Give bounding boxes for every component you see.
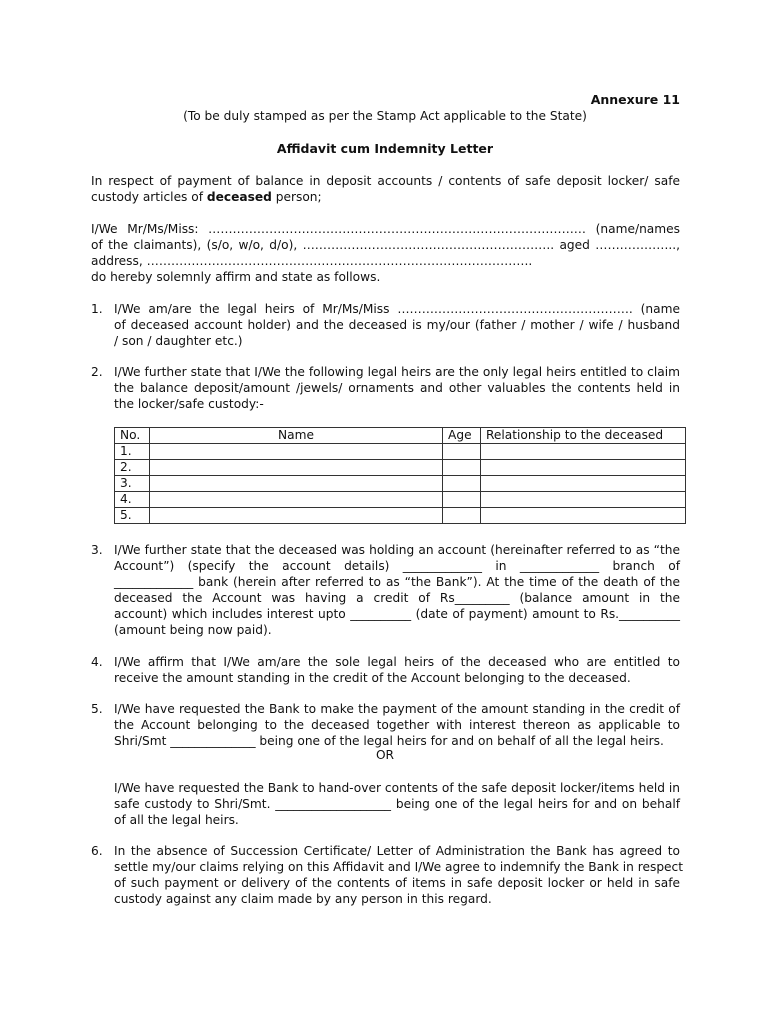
para4-line-1: I/We affirm that I/We am/are the sole legal heirs of the deceased who are entitled to [114, 655, 680, 669]
intro-line-1: In respect of payment of balance in deposit accounts / contents of safe deposit locker/ safe [91, 174, 680, 188]
table-header-row [115, 428, 686, 444]
claimants-line-1: I/We Mr/Ms/Miss: ………………………………………………………………………………… (name/names [91, 222, 680, 236]
deceased-bold: deceased [206, 190, 272, 204]
para1-number: 1. [91, 302, 103, 316]
header-relationship: Relationship to the deceased [481, 428, 686, 444]
para2-number: 2. [91, 365, 103, 379]
claimants-line-4: do hereby solemnly affirm and state as follows. [91, 270, 381, 284]
table-row [115, 492, 686, 508]
para3-line-2: Account”) (specify the account details) _____________ in _____________ branch of [114, 559, 680, 573]
age-cell[interactable] [443, 476, 481, 492]
para6-number: 6. [91, 844, 103, 858]
age-cell[interactable] [443, 508, 481, 524]
row-number: 3. [115, 476, 150, 492]
age-cell[interactable] [443, 492, 481, 508]
age-cell[interactable] [443, 460, 481, 476]
para3-line-3: _____________ bank (herein after referred to as “the Bank”). At the time of the death of the [114, 575, 680, 589]
document-title: Affidavit cum Indemnity Letter [276, 141, 494, 156]
relationship-cell[interactable] [481, 460, 686, 476]
legal-heirs-table [114, 427, 686, 524]
para2-line-3: the locker/safe custody:- [114, 397, 264, 411]
para5-alt-line-2: safe custody to Shri/Smt. ___________________ being one of the legal heirs for and on behalf [114, 797, 680, 811]
para6-line-3: of such payment or delivery of the contents of items in safe deposit locker or held in safe [114, 876, 680, 890]
para1-line-3: / son / daughter etc.) [114, 334, 243, 348]
para3-line-6: (amount being now paid). [114, 623, 272, 637]
para5-number: 5. [91, 702, 103, 716]
name-cell[interactable] [150, 476, 443, 492]
relationship-cell[interactable] [481, 508, 686, 524]
claimants-line-2: of the claimants), (s/o, w/o, d/o), …………………………………………………….. aged ……………….., [91, 238, 680, 252]
row-number: 1. [115, 444, 150, 460]
para4-line-2: receive the amount standing in the credit of the Account belonging to the deceased. [114, 671, 631, 685]
stamp-note: (To be duly stamped as per the Stamp Act applicable to the State) [183, 109, 587, 123]
para6-line-1: In the absence of Succession Certificate/ Letter of Administration the Bank has agreed to [114, 844, 680, 858]
header-age: Age [443, 428, 481, 444]
row-number: 5. [115, 508, 150, 524]
para3-line-4: deceased the Account was having a credit of Rs_________ (balance amount in the [114, 591, 680, 605]
para5-line-2: the Account belonging to the deceased together with interest thereon as applicable to [114, 718, 680, 732]
para3-line-1: I/We further state that the deceased was holding an account (hereinafter referred to as “the [114, 543, 680, 557]
age-cell[interactable] [443, 444, 481, 460]
para5-line-3: Shri/Smt ______________ being one of the legal heirs for and on behalf of all the legal heirs. [114, 734, 664, 748]
table-row [115, 444, 686, 460]
table-row [115, 508, 686, 524]
table-row [115, 460, 686, 476]
name-cell[interactable] [150, 492, 443, 508]
name-cell[interactable] [150, 508, 443, 524]
relationship-cell[interactable] [481, 444, 686, 460]
para4-number: 4. [91, 655, 103, 669]
para2-line-1: I/We further state that I/We the following legal heirs are the only legal heirs entitled to claim [114, 365, 680, 379]
name-cell[interactable] [150, 460, 443, 476]
para5-line-1: I/We have requested the Bank to make the payment of the amount standing in the credit of [114, 702, 680, 716]
para1-line-1: I/We am/are the legal heirs of Mr/Ms/Miss …………………………………………………. (name [114, 302, 680, 316]
name-cell[interactable] [150, 444, 443, 460]
relationship-cell[interactable] [481, 492, 686, 508]
relationship-cell[interactable] [481, 476, 686, 492]
table-row [115, 476, 686, 492]
row-number: 4. [115, 492, 150, 508]
para6-line-4: custody against any claim made by any person in this regard. [114, 892, 492, 906]
or-separator: OR [375, 748, 395, 762]
para5-alt-line-1: I/We have requested the Bank to hand-over contents of the safe deposit locker/items held in [114, 781, 680, 795]
annexure-label: Annexure 11 [590, 92, 680, 107]
claimants-line-3: address, ………………………………………………………………………………….. [91, 254, 533, 268]
para5-alt-line-3: of all the legal heirs. [114, 813, 239, 827]
para3-number: 3. [91, 543, 103, 557]
para2-line-2: the balance deposit/amount /jewels/ ornaments and other valuables the contents held in [114, 381, 680, 395]
para6-line-2: settle my/our claims relying on this Affidavit and I/We agree to indemnify the Bank in respect [114, 860, 684, 874]
para3-line-5: account) which includes interest upto __________ (date of payment) amount to Rs.__________ [114, 607, 680, 621]
row-number: 2. [115, 460, 150, 476]
header-name: Name [150, 428, 443, 444]
header-no: No. [115, 428, 150, 444]
intro-line-2: custody articles of deceased person; [91, 190, 322, 204]
para1-line-2: of deceased account holder) and the deceased is my/our (father / mother / wife / husband [114, 318, 680, 332]
